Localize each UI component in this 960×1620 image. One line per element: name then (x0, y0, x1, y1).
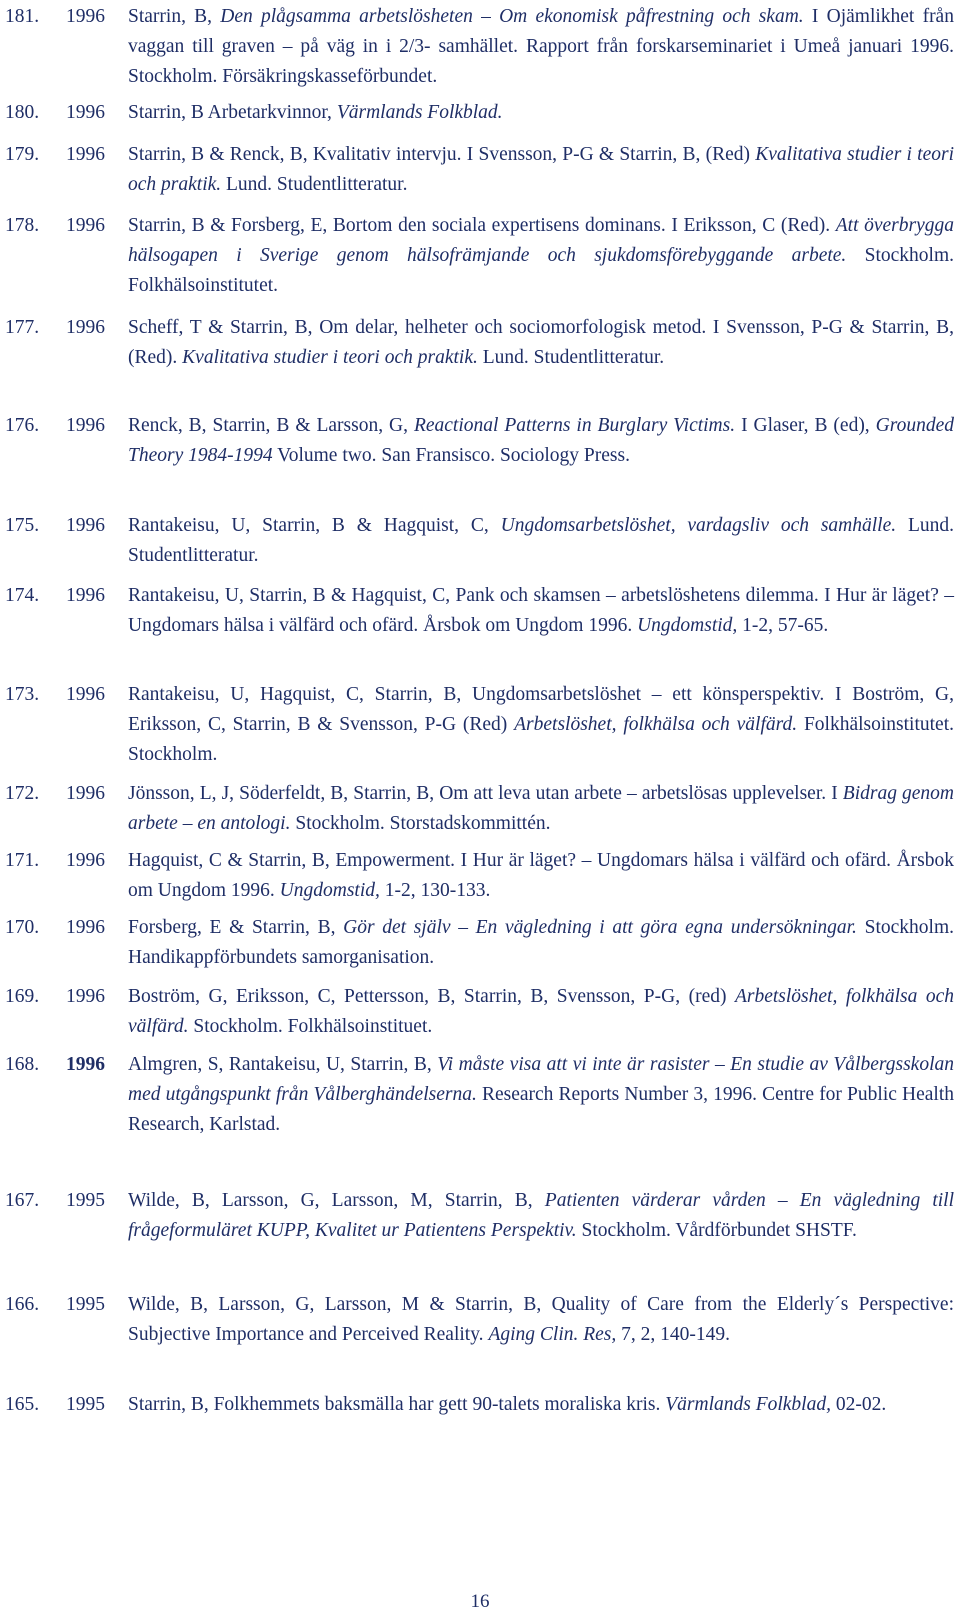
entry-text-run: 7, 2, 140-149. (616, 1324, 731, 1345)
entry-title-italic: Arbetslöshet, folkhälsa och välfärd. (514, 714, 798, 735)
entry-year: 1996 (66, 515, 105, 536)
entry-title-italic: Grounded Theory 1984-1994 (128, 415, 954, 466)
entry-text (128, 913, 954, 973)
entry-text (128, 2, 954, 92)
entry-text-run: Starrin, B Arbetarkvinnor, (128, 102, 337, 123)
entry-text-run: Boström, G, Eriksson, C, Pettersson, B, Starrin, B, Svensson, P-G, (red) (128, 986, 735, 1007)
entry-number: 168. (5, 1054, 40, 1075)
entry-year: 1996 (66, 917, 105, 938)
entry-year: 1996 (66, 585, 105, 606)
entry-number: 178. (5, 215, 40, 236)
entry-text (128, 846, 954, 906)
entry-number: 172. (5, 783, 40, 804)
entry-text-run: 1-2, 130-133. (379, 880, 491, 901)
entry-year: 1995 (66, 1294, 105, 1315)
entry-text-run: Stockholm. Vårdförbundet SHSTF. (576, 1220, 857, 1241)
entry-number: 170. (5, 917, 40, 938)
entry-text (128, 779, 954, 839)
entry-text (128, 1050, 954, 1140)
entry-year: 1996 (66, 850, 105, 871)
entry-text-run: Wilde, B, Larsson, G, Larsson, M, Starrin, B, (128, 1190, 545, 1211)
entry-title-italic: Arbetslöshet, folkhälsa och välfärd. (128, 986, 954, 1037)
entry-year: 1996 (66, 783, 105, 804)
entry-title-italic: Vi måste visa att vi inte är rasister – En studie av Vålbergsskolan med utgångspunkt från Vålberghändelserna. (128, 1054, 954, 1105)
entry-title-italic: Ungdomstid, (279, 880, 380, 901)
entry-year: 1996 (66, 1054, 105, 1075)
entry-text-run: Stockholm. Storstadskommittén. (290, 813, 551, 834)
entry-text-run: Research Reports Number 3, 1996. Centre for Public Health Research, Karlstad. (128, 1084, 954, 1135)
entry-text-run: Rantakeisu, U, Starrin, B & Hagquist, C, Pank och skamsen – arbetslöshetens dilemma. I Hur är läget? – Ungdomars hälsa i välfärd och ofärd. Årsbok om Ungdom 1996. (128, 585, 954, 636)
entry-text-run: Lund. Studentlitteratur. (221, 174, 408, 195)
entry-text-run: Stockholm. Folkhälsoinstituet. (188, 1016, 433, 1037)
entry-title-italic: Ungdomsarbetslöshet, vardagsliv och samhälle. (500, 515, 897, 536)
entry-year: 1996 (66, 6, 105, 27)
entry-text-run: Renck, B, Starrin, B & Larsson, G, (128, 415, 414, 436)
entry-text-run: 02-02. (830, 1394, 887, 1415)
entry-text (128, 680, 954, 770)
entry-year: 1996 (66, 215, 105, 236)
entry-title-italic: Aging Clin. Res, (488, 1324, 617, 1345)
entry-text (128, 1290, 954, 1350)
entry-title-italic: Patienten värderar vården – En vägledning till frågeformuläret KUPP, Kvalitet ur Patientens Perspektiv. (128, 1190, 954, 1241)
entry-number: 169. (5, 986, 40, 1007)
entry-text-run: Hagquist, C & Starrin, B, Empowerment. I Hur är läget? – Ungdomars hälsa i välfärd och ofärd. Årsbok om Ungdom 1996. (128, 850, 954, 901)
entry-text-run: Stockholm. Handikappförbundets samorganisation. (128, 917, 954, 968)
entry-year: 1996 (66, 317, 105, 338)
entry-year: 1995 (66, 1394, 105, 1415)
entry-title-italic: Kvalitativa studier i teori och praktik. (128, 144, 954, 195)
entry-text-run: Scheff, T & Starrin, B, Om delar, helheter och sociomorfologisk metod. I Svensson, P-G & Starrin, B, (Red). (128, 317, 954, 368)
entry-text-run: Wilde, B, Larsson, G, Larsson, M & Starrin, B, Quality of Care from the Elderly´s Perspective: Subjective Importance and Perceived Reality. (128, 1294, 954, 1345)
entry-title-italic: Den plågsamma arbetslösheten – Om ekonomisk påfrestning och skam. (220, 6, 804, 27)
entry-text (128, 511, 954, 571)
entry-number: 175. (5, 515, 40, 536)
entry-number: 176. (5, 415, 40, 436)
entry-text-run: Folkhälsoinstitutet. Stockholm. (128, 714, 954, 765)
entry-text-run: Rantakeisu, U, Hagquist, C, Starrin, B, Ungdomsarbetslöshet – ett könsperspektiv. I Boström, G, Eriksson, C, Starrin, B & Svensson, P-G (Red) (128, 684, 954, 735)
entry-text-run: Lund. Studentlitteratur. (128, 515, 954, 566)
entry-number: 179. (5, 144, 40, 165)
entry-year: 1995 (66, 1190, 105, 1211)
entry-title-italic: Att överbrygga hälsogapen i Sverige genom hälsofrämjande och sjukdomsförebyggande arbete. (128, 215, 954, 266)
entry-number: 181. (5, 6, 40, 27)
entry-text-run: Starrin, B, (128, 6, 221, 27)
entry-text (128, 211, 954, 301)
entry-text-run: Volume two. San Fransisco. Sociology Press. (272, 445, 630, 466)
entry-text (128, 1390, 954, 1420)
entry-number: 165. (5, 1394, 40, 1415)
entry-text (128, 982, 954, 1042)
entry-title-italic: Bidrag genom arbete – en antologi. (128, 783, 955, 834)
entry-year: 1996 (66, 415, 105, 436)
entry-number: 173. (5, 684, 40, 705)
entry-number: 180. (5, 102, 40, 123)
entry-year: 1996 (66, 684, 105, 705)
entry-title-italic: Värmlands Folkblad, (665, 1394, 831, 1415)
entry-number: 166. (5, 1294, 40, 1315)
entry-text-run: I Ojämlikhet från vaggan till graven – på väg in i 2/3- samhället. Rapport från forskarseminariet i Umeå januari 1996. Stockholm. Försäkringskasseförbundet. (128, 6, 954, 87)
entry-text-run: Starrin, B & Renck, B, Kvalitativ intervju. I Svensson, P-G & Starrin, B, (Red) (128, 144, 756, 165)
entry-text (128, 581, 954, 641)
entry-text-run: I Glaser, B (ed), (735, 415, 876, 436)
entry-text (128, 1186, 954, 1246)
entry-title-italic: Ungdomstid, (637, 615, 738, 636)
entry-text-run: Forsberg, E & Starrin, B, (128, 917, 344, 938)
entry-text (128, 313, 954, 373)
entry-text-run: Stockholm. Folkhälsoinstitutet. (128, 245, 954, 296)
entry-number: 167. (5, 1190, 40, 1211)
entry-text (128, 140, 954, 200)
entry-year: 1996 (66, 144, 105, 165)
entry-number: 177. (5, 317, 40, 338)
page-number: 16 (470, 1591, 490, 1612)
entry-title-italic: Värmlands Folkblad. (336, 102, 503, 123)
entry-text (128, 98, 954, 128)
entry-title-italic: Kvalitativa studier i teori och praktik. (182, 347, 478, 368)
entry-text-run: Jönsson, L, J, Söderfeldt, B, Starrin, B, Om att leva utan arbete – arbetslösas upplevelser. I (128, 783, 843, 804)
entry-text-run: Lund. Studentlitteratur. (477, 347, 665, 368)
entry-text-run: Starrin, B & Forsberg, E, Bortom den sociala expertisens dominans. I Eriksson, C (Red). (128, 215, 836, 236)
entry-number: 171. (5, 850, 40, 871)
entry-text-run: Almgren, S, Rantakeisu, U, Starrin, B, (128, 1054, 438, 1075)
entry-title-italic: Gör det själv – En vägledning i att göra egna undersökningar. (343, 917, 857, 938)
entry-text-run: Starrin, B, Folkhemmets baksmälla har gett 90-talets moraliska kris. (128, 1394, 666, 1415)
entry-number: 174. (5, 585, 40, 606)
entry-year: 1996 (66, 102, 105, 123)
entry-text-run: Rantakeisu, U, Starrin, B & Hagquist, C, (128, 515, 501, 536)
entry-text (128, 411, 954, 471)
entry-year: 1996 (66, 986, 105, 1007)
entry-title-italic: Reactional Patterns in Burglary Victims. (413, 415, 736, 436)
entry-text-run: 1-2, 57-65. (737, 615, 829, 636)
